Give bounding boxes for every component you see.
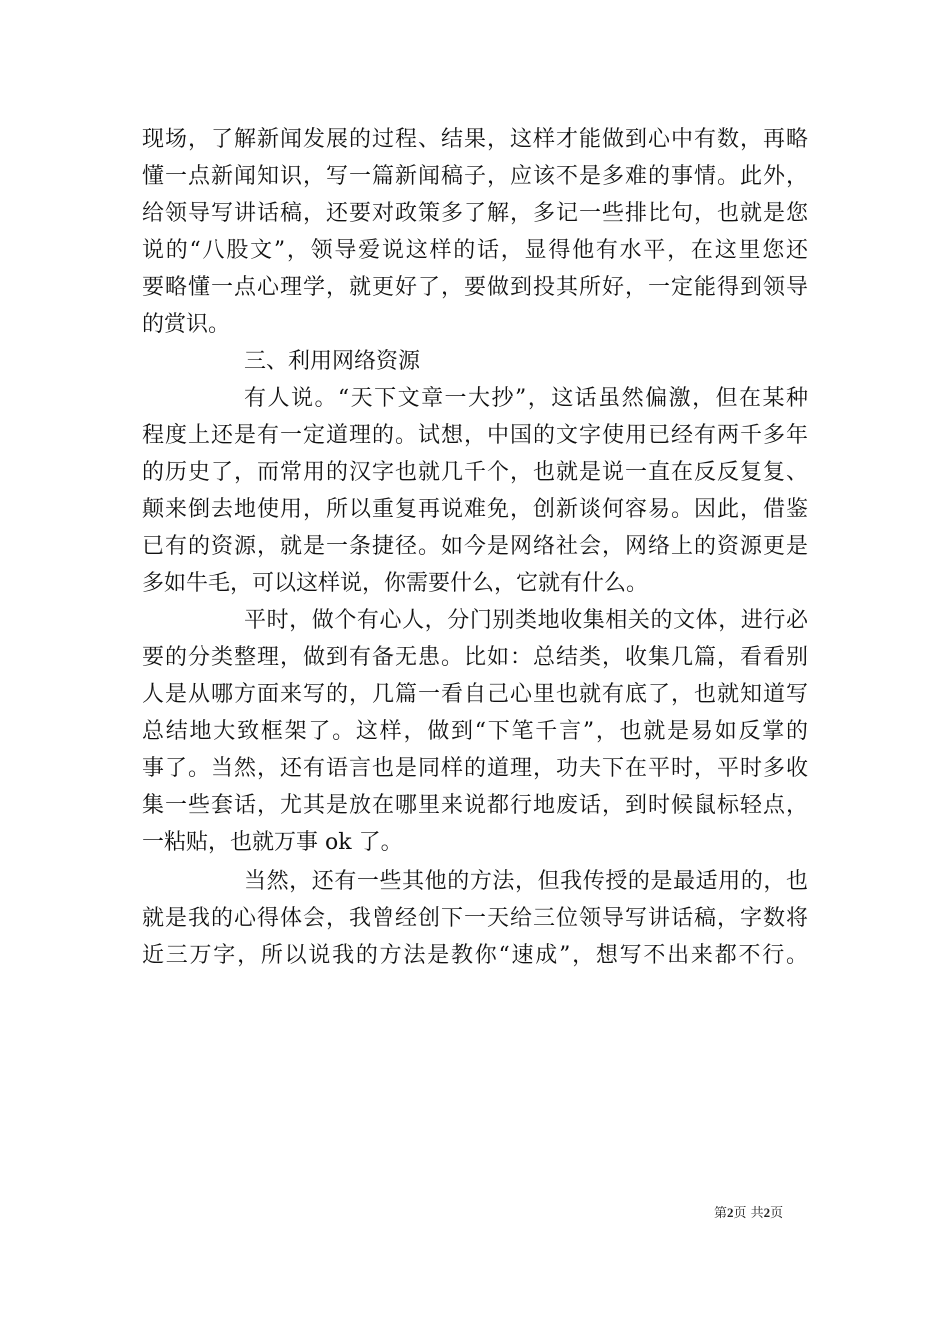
paragraph-line: 懂一点新闻知识，写一篇新闻稿子，应该不是多难的事情。此外， (142, 164, 808, 189)
paragraph-line: 事了。当然，还有语言也是同样的道理，功夫下在平时，平时多收 (142, 756, 808, 781)
paragraph-line: 要的分类整理，做到有备无患。比如：总结类，收集几篇，看看别 (142, 645, 808, 670)
paragraph-line: 给领导写讲话稿，还要对政策多了解，多记一些排比句，也就是您 (142, 201, 808, 226)
page-number-footer (714, 1204, 783, 1223)
document-body (142, 121, 808, 974)
paragraph-line: 平时，做个有心人，分门别类地收集相关的文体，进行必 (244, 608, 808, 633)
footer-middle: 页 共 (733, 1206, 764, 1221)
section-heading: 三、利用网络资源 (244, 349, 421, 374)
footer-page-number: 2 (727, 1205, 734, 1220)
paragraph-line: 有人说。“天下文章一大抄”，这话虽然偏激，但在某种 (244, 386, 808, 411)
paragraph-line: 当然，还有一些其他的方法，但我传授的是最适用的，也 (244, 869, 808, 894)
paragraph-line: 说的“八股文”，领导爱说这样的话，显得他有水平，在这里您还 (142, 238, 808, 263)
paragraph-line: 就是我的心得体会，我曾经创下一天给三位领导写讲话稿，字数将 (142, 906, 808, 931)
paragraph-line: 总结地大致框架了。这样，做到“下笔千言”，也就是易如反掌的 (142, 719, 808, 744)
paragraph-line: 现场，了解新闻发展的过程、结果，这样才能做到心中有数，再略 (142, 127, 808, 152)
paragraph-line: 一粘贴，也就万事 ok 了。 (142, 830, 403, 855)
paragraph-line: 要略懂一点心理学，就更好了，要做到投其所好，一定能得到领导 (142, 275, 808, 300)
paragraph-line: 程度上还是有一定道理的。试想，中国的文字使用已经有两千多年 (142, 423, 808, 448)
paragraph-line: 的赏识。 (142, 312, 231, 337)
paragraph-line: 颠来倒去地使用，所以重复再说难免，创新谈何容易。因此，借鉴 (142, 497, 808, 522)
paragraph-line: 人是从哪方面来写的，几篇一看自己心里也就有底了，也就知道写 (142, 682, 808, 707)
footer-total-pages: 2 (763, 1205, 771, 1220)
paragraph-line: 的历史了，而常用的汉字也就几千个，也就是说一直在反反复复、 (142, 460, 808, 485)
paragraph-line: 已有的资源，就是一条捷径。如今是网络社会，网络上的资源更是 (142, 534, 808, 559)
footer-prefix: 第 (714, 1206, 728, 1221)
paragraph-line: 集一些套话，尤其是放在哪里来说都行地废话，到时候鼠标轻点， (142, 793, 808, 818)
paragraph-line: 近三万字，所以说我的方法是教你“速成”，想写不出来都不行。 (142, 943, 808, 968)
paragraph-line: 多如牛毛，可以这样说，你需要什么，它就有什么。 (142, 571, 649, 596)
footer-suffix: 页 (770, 1206, 784, 1221)
